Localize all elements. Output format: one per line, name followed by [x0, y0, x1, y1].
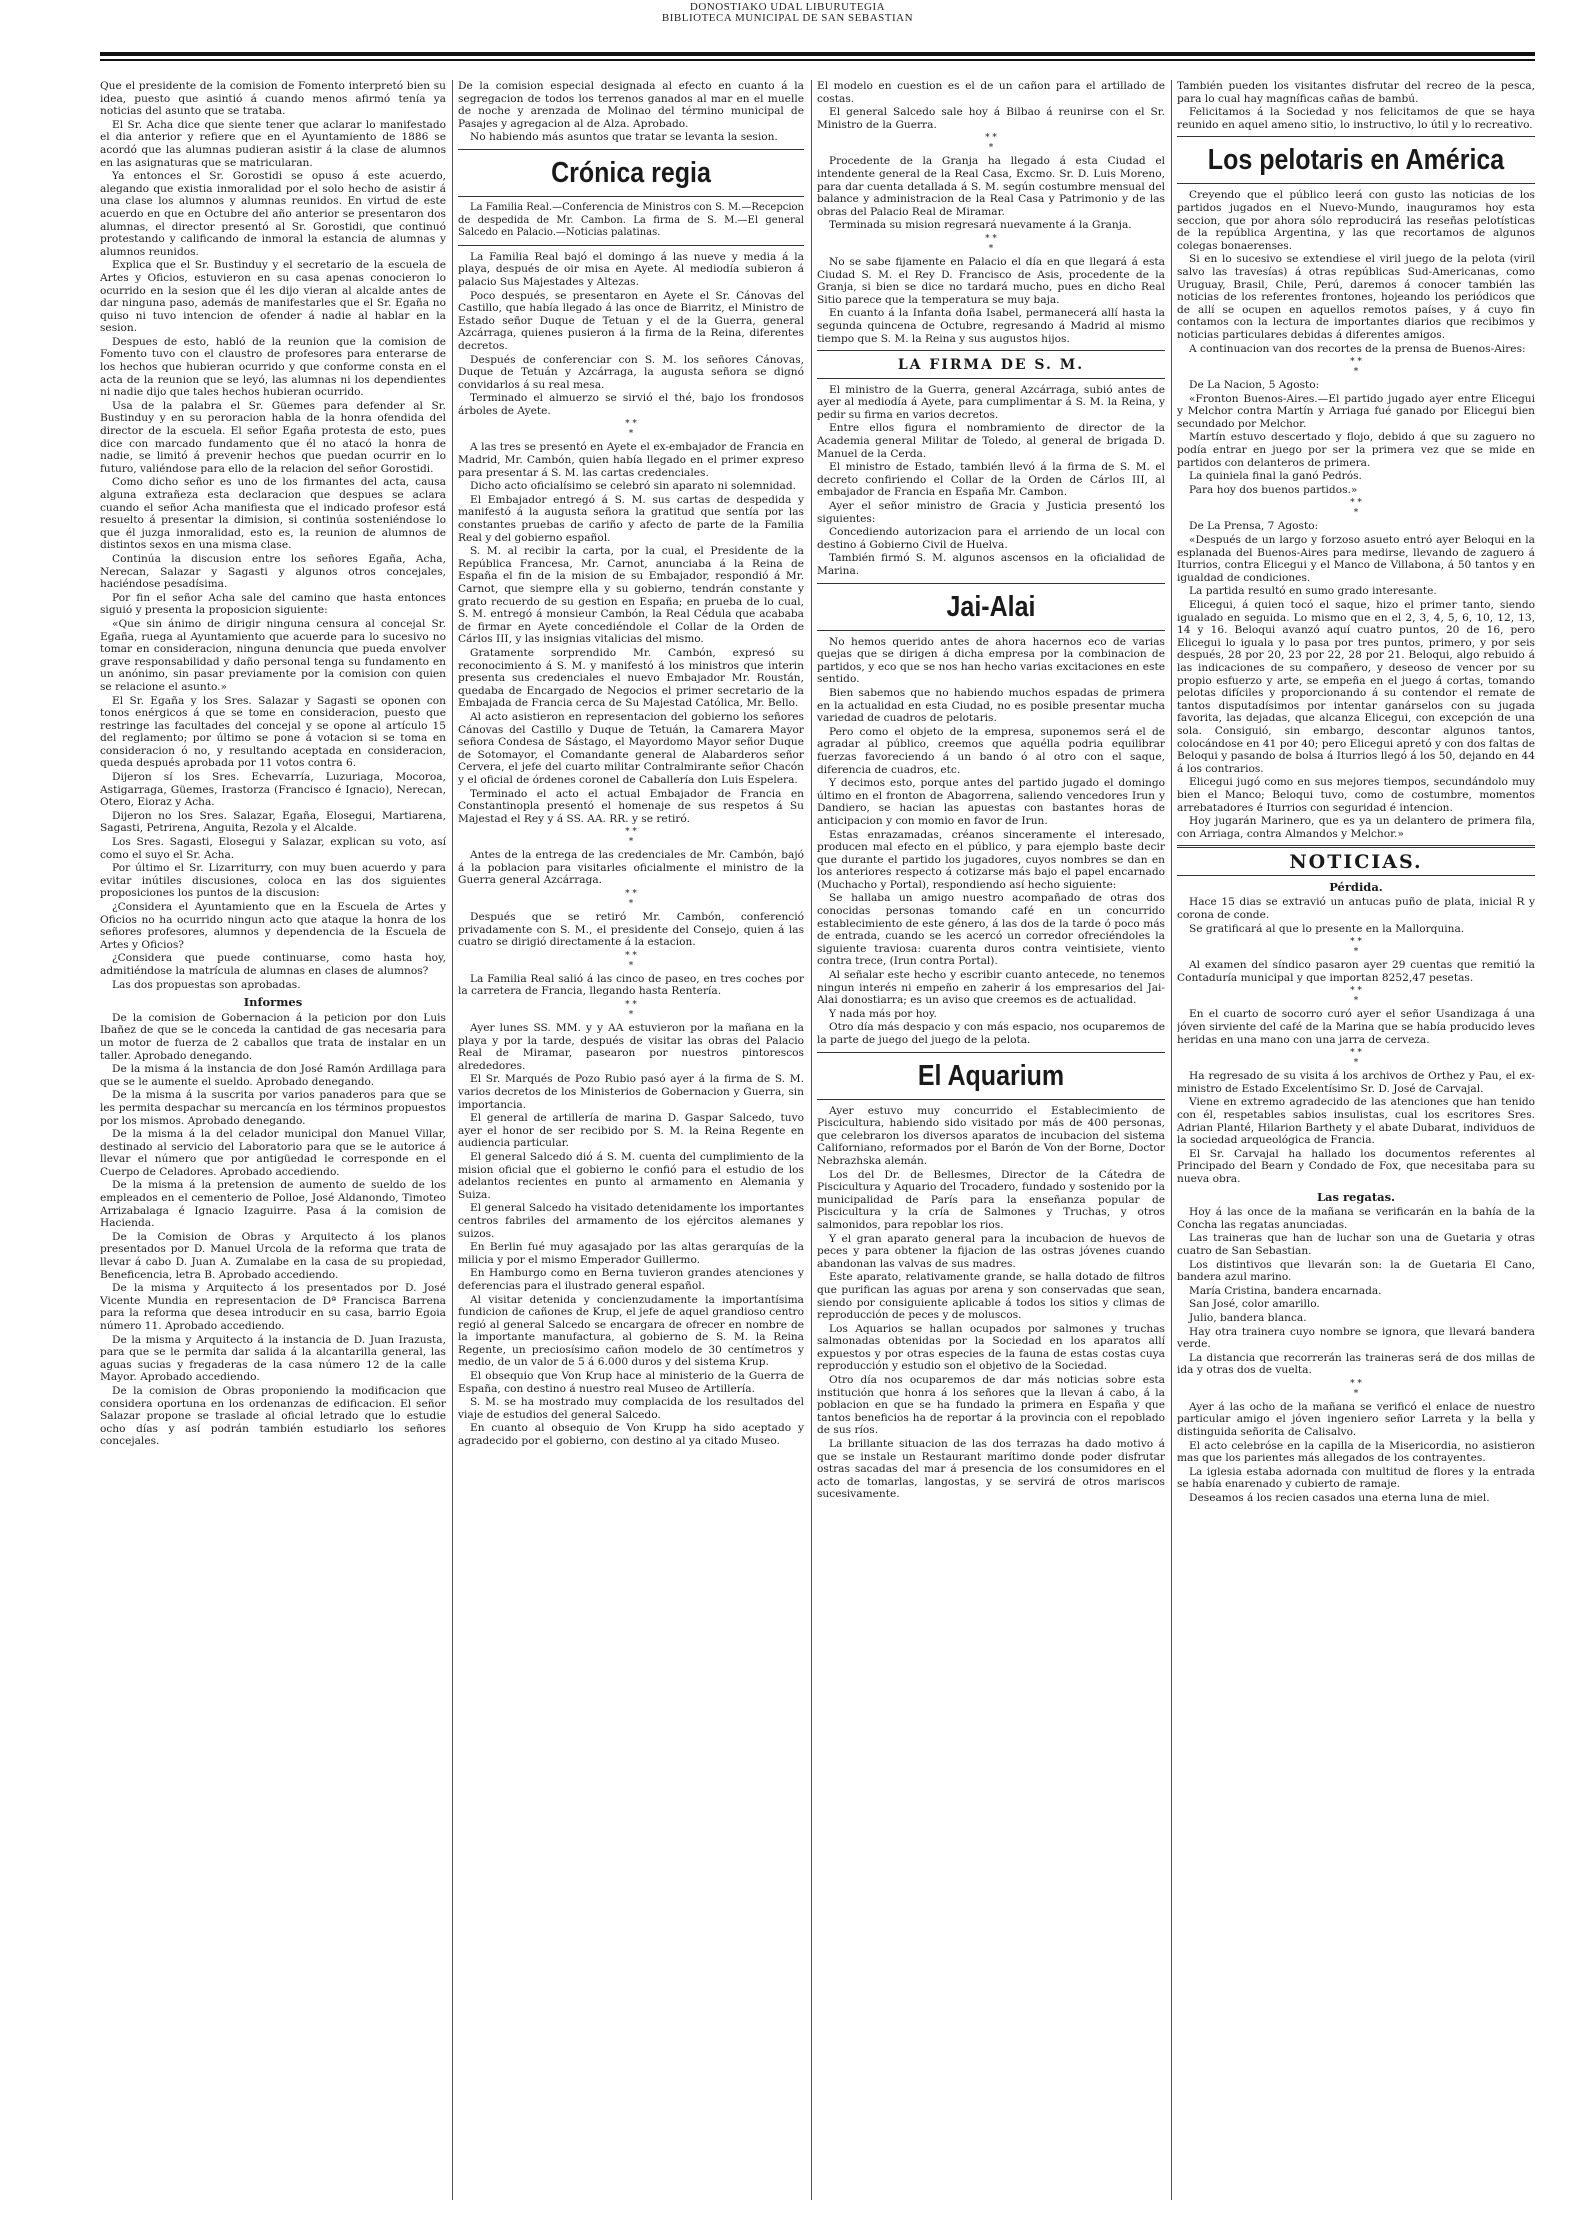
top-rule-thin — [100, 59, 1535, 61]
asterism: * * * — [1350, 1378, 1362, 1399]
subheading-perdida: Pérdida. — [1329, 879, 1383, 894]
divider — [458, 245, 804, 246]
divider — [817, 630, 1165, 631]
paragraph: El modelo en cuestion es el de un cañon para el artillado de costas. — [817, 80, 1165, 105]
paragraph: Viene en extremo agradecido de las atenciones que han tenido con él, respetables sabios insulistas, cual los escritores Sres. Adrian Planté, Hilarion Barthety y el abate Dubarat, individuos de la sociedad arqueológica de Francia. — [1177, 1096, 1535, 1147]
paragraph: Ayer á las ocho de la mañana se verificó el enlace de nuestro particular amigo el jóven ingeniero señor Larreta y la bella y distinguida señorita de Calisalvo. — [1177, 1400, 1535, 1439]
paragraph: La quiniela final la ganó Pedrós. — [1189, 470, 1362, 483]
headline-cronica-regia: Crónica regia — [551, 156, 711, 190]
asterism: * * * — [1350, 937, 1362, 958]
headline-noticias: NOTICIAS. — [1289, 851, 1423, 874]
paragraph: Por fin el señor Acha sale del camino que hasta entonces siguió y presenta la proposicion siguiente: — [100, 591, 446, 617]
asterism: * * * — [625, 950, 637, 971]
paragraph: «Que sin ánimo de dirigir ninguna censura al concejal Sr. Egaña, ruega al Ayuntamiento que acuerde para lo sucesivo no tomar en consideracion, ninguna denuncia que pueda envolver grave responsabilidad y daño personal tenga su fundamento en un anónimo, sin pasar previamente por la comision con quien se relacione el asunto.» — [100, 617, 446, 693]
paragraph: El Sr. Carvajal ha hallado los documentos referentes al Principado del Bearn y Condado de Fox, que necesitaba para su nueva obra. — [1177, 1147, 1535, 1185]
paragraph: Procedente de la Granja ha llegado á esta Ciudad el intendente general de la Real Casa, Excmo. Sr. D. Luis Moreno, para dar cuenta detallada á S. M. según costumbre mensual del balance y administracion de la Real Casa y Patrimonio y de las obras del Palacio Real de Miramar. — [817, 155, 1165, 218]
paragraph: Gratamente sorprendido Mr. Cambón, expresó su reconocimiento á S. M. y manifestó á los ministros que interin presenta sus credenciales el nuevo Embajador Mr. Roustán, quedaba de Encargado de Negocios el primer secretario de la Embajada de Francia cerca de Su Majestad Católica, Mr. Bello. — [458, 646, 804, 710]
paragraph: «Después de un largo y forzoso asueto entró ayer Beloqui en la esplanada del Buenos-Aires para medirse, llevando de zaguero á Iturrios, contra Elicegui y el Manco de Villabona, á 50 tantos y en igualdad de condiciones. — [1177, 534, 1535, 584]
paragraph: De la comision especial designada al efecto en cuanto á la segregacion de todos los terrenos ganados al mar en el muelle de noche y arenzada de Molinao del término municipal de Pasajes y agregacion al de Alza. Aprobado. — [458, 80, 804, 130]
headline-pelotaris-america: Los pelotaris en América — [1207, 144, 1505, 177]
paragraph: Explica que el Sr. Bustinduy y el secretario de la escuela de Artes y Oficios, estuvieron en su casa apenas conocieron lo ocurrido en la sesion que él les dijo vieran al alcalde antes de dar ninguna paso, además de manifestarles que el Sr. Egaña no quiso ni tuvo intencion de ofender á nadie al hablar en la sesion. — [100, 259, 446, 335]
column-1 — [100, 80, 446, 2200]
paragraph: Al señalar este hecho y escribir cuanto antecede, no tenemos ningun interés ni empeño en zaherir á los empresarios del Jai-Alai donostiarra; es un aviso que creemos es de actualidad. — [817, 969, 1165, 1007]
paragraph: Ayer estuvo muy concurrido el Establecimiento de Piscicultura, habiendo sido visitado por más de 400 personas, que celebraron los diversos aparatos de incubacion del sistema Californiano, reformados por el Barón de Von der Borne, Doctor Nebrazhska alemán. — [817, 1104, 1165, 1167]
paragraph: En cuanto á la Infanta doña Isabel, permanecerá allí hasta la segunda quincena de Octubre, regresando á Madrid al mismo tiempo que S. M. la Reina y sus augustos hijos. — [817, 307, 1165, 345]
paragraph: El general Salcedo sale hoy á Bilbao á reunirse con el Sr. Ministro de la Guerra. — [817, 106, 1165, 131]
paragraph: Los Aquarios se hallan ocupados por salmones y truchas salmonadas obtenidas por la Sociedad en los aparatos allí expuestos y por otras especies de la fauna de estas costas cuya reproducción y estudio son el objetivo de la Sociedad. — [817, 1322, 1165, 1373]
paragraph: De la comision de Gobernacion á la peticion por don Luis Ibañez de que se le conceda la cantidad de gas necesaria para un motor de fuerza de 2 caballos que trata de instalar en un taller. Aprobado denegando. — [100, 1011, 446, 1062]
paragraph: S. M. se ha mostrado muy complacida de los resultados del viaje de estudios del general Salcedo. — [458, 1396, 804, 1421]
headline-jai-alai: Jai-Alai — [946, 590, 1036, 623]
paragraph: Ayer el señor ministro de Gracia y Justicia presentó los siguientes: — [817, 500, 1165, 525]
divider — [1177, 845, 1535, 848]
paragraph: Bien sabemos que no habiendo muchos espadas de primera en la actualidad en esta Ciudad, no es posible presentar mucha variedad de cuadros de pelotaris. — [817, 686, 1165, 725]
paragraph: Hace 15 dias se extravió un antucas puño de plata, inicial R y corona de conde. — [1177, 896, 1535, 922]
asterism: * * * — [625, 827, 637, 848]
paragraph: La Familia Real bajó el domingo á las nueve y media á la playa, después de oir misa en Ayete. Al mediodía subieron á palacio Sus Majestades y Altezas. — [458, 250, 804, 288]
paragraph: Dijeron sí los Sres. Echevarría, Luzuriaga, Mocoroa, Astigarraga, Güemes, Irastorza (Francisco é Ignacio), Nerecan, Otero, Eioraz y Acha. — [100, 771, 446, 809]
paragraph: Se gratificará al que lo presente en la Mallorquina. — [1189, 922, 1465, 935]
paragraph: Los del Dr. de Bellesmes, Director de la Cátedra de Piscicultura y Aquario del Trocadero, fundado y sostenido por la municipalidad de París para la enseñanza popular de Piscicultura y la cría de Salmones y Truchas, y otros salmonidos, para repoblar los rios. — [817, 1168, 1165, 1231]
headline-el-aquarium: El Aquarium — [917, 1059, 1065, 1092]
paragraph: El ministro de Estado, también llevó á la firma de S. M. el decreto confiriendo el Collar de la Orden de Cárlos III, al embajador de Francia en España Mr. Cambon. — [817, 461, 1165, 499]
paragraph: Despues de esto, habló de la reunion que la comision de Fomento tuvo con el claustro de profesores para enterarse de los hechos que hubieran ocurrido y que conforme consta en el acta de la reunion que se leyó, las alumnas ni los dependientes ni nadie dijo que tales hechos hubieran ocurrido. — [100, 335, 446, 399]
asterism: * * * — [985, 233, 997, 254]
divider — [817, 378, 1165, 379]
paragraph: La distancia que recorrerán las traineras será de dos millas de ida y otras dos de vuelta. — [1177, 1351, 1535, 1377]
paragraph: Y el gran aparato general para la incubacion de huevos de peces y para obtener la fijacion de las ostras jóvenes cuando abandonan las valvas de sus madres. — [817, 1232, 1165, 1270]
paragraph: Terminada su mision regresará nuevamente á la Granja. — [829, 219, 1132, 232]
article-summary: La Familia Real.—Conferencia de Ministros con S. M.—Recepcion de despedida de Mr. Cambon. La firma de S. M.—El general Salcedo en Palacio.—Noticias palatinas. — [458, 201, 804, 239]
asterism: * * * — [985, 133, 997, 154]
asterism: * * * — [1350, 498, 1362, 519]
paragraph: Terminado el almuerzo se sirvió el thé, bajo los frondosos árboles de Ayete. — [458, 392, 804, 417]
divider — [458, 149, 804, 150]
paragraph: Que el presidente de la comision de Fomento interpretó bien su idea, puesto que asintió á cuando menos afirmó tenía ya noticias del asunto que se trataba. — [100, 80, 446, 118]
paragraph: El general Salcedo dió á S. M. cuenta del cumplimiento de la mision oficial que el gobierno le confió para el estudio de los adelantos recientes en punto al armamento en Alemania y Suiza. — [458, 1150, 804, 1201]
paragraph: Estas enrazamadas, créanos sinceramente el interesado, producen mal efecto en el público, y para ejemplo baste decir que durante el partido los jugadores, cuyos nombres se dan en los anteriores respecto á cotizarse más bajo el papel encarnado (Muchacho y Portal), respondiendo así hecho siguiente: — [817, 828, 1165, 891]
paragraph: Hoy á las once de la mañana se verificarán en la bahía de la Concha las regatas anunciadas. — [1177, 1206, 1535, 1231]
paragraph: Hoy jugarán Marinero, que es ya un delantero de primera fila, con Arriaga, contra Almandos y Melchor.» — [1177, 815, 1535, 840]
paragraph: El general de artillería de marina D. Gaspar Salcedo, tuvo ayer el honor de ser recibido por S. M. la Reina Regente en audiencia particular. — [458, 1112, 804, 1150]
paragraph: De la misma á la del celador municipal don Manuel Villar, destinado al servicio del Laboratorio para que se le autorice á llevar el número que por antigüedad le corresponde en el Cuerpo de Celadores. Aprobado accediendo. — [100, 1128, 446, 1178]
paragraph: También firmó S. M. algunos ascensos en la oficialidad de Marina. — [817, 552, 1165, 577]
paragraph: Las traineras que han de luchar son una de Guetaria y otras cuatro de San Sebastian. — [1177, 1232, 1535, 1257]
paragraph: De la misma y Arquitecto á los presentados por D. José Vicente Mundia en representacion de Dª Francisca Barrena para la reforma que desea introducir en su casa, barrio Egoia número 11. Aprobado accediendo. — [100, 1282, 446, 1332]
stamp-line-2: BIBLIOTECA MUNICIPAL DE SAN SEBASTIAN — [661, 12, 914, 24]
paragraph: Después de conferenciar con S. M. los señores Cánovas, Duque de Tetuán y Azcárraga, la augusta señora se dignó convidarlos á su real mesa. — [458, 353, 804, 391]
column-divider — [811, 80, 812, 2200]
paragraph: Ya entonces el Sr. Gorostidi se opuso á este acuerdo, alegando que existia inmoralidad por el solo hecho de asistir á una clase los alumnos y alumnas reunidos. En virtud de este acuerdo en que en Octubre del año anterior se presentaron dos alumnas, el director presentó al Sr. Gorostidi, que continuó protestando y calificando de inmoral la estancia de alumnas y alumnos reunidos. — [100, 170, 446, 258]
paragraph: ¿Considera que puede continuarse, como hasta hoy, admitiéndose la matrícula de alumnas en clases de alumnos? — [100, 952, 446, 977]
headline-la-firma: LA FIRMA DE S. M. — [897, 357, 1085, 374]
column-4 — [1177, 80, 1535, 2200]
paragraph: Al examen del síndico pasaron ayer 29 cuentas que remitió la Contaduría municipal y que importan 8252,47 pesetas. — [1177, 959, 1535, 984]
paragraph: Otro día nos ocuparemos de dar más noticias sobre esta institución que honra á los señores que la llevan á cabo, á la poblacion en que se ha fundado la primera en España y que tantos beneficios ha de reportar á la provincia con el repoblado de sus ríos. — [817, 1374, 1165, 1437]
paragraph: Se hallaba un amigo nuestro acompañado de otras dos conocidas personas tomando café en un concurrido establecimiento de este género, á las dos de la tarde ó poco más de entrada, cuando se les acercó un corredor ofreciéndoles la siguiente traviosa: cuarenta duros contra veintisiete, viento contra trece, (Irun contra Portal). — [817, 892, 1165, 968]
divider — [1177, 183, 1535, 184]
paragraph: Elicegui jugó como en sus mejores tiempos, secundándolo muy bien el Manco; Beloqui tuvo, como de costumbre, momentos arrebatadores é Iturrios con seguridad é intencion. — [1177, 776, 1535, 814]
paragraph: La brillante situacion de las dos terrazas ha dado motivo á que se instale un Restaurant marítimo donde poder disfrutar ostras sacadas del mar á presencia de los consumidores en el acto de tomarlas, langostas, y se servirá de otros mariscos sucesivamente. — [817, 1438, 1165, 1501]
paragraph: Poco después, se presentaron en Ayete el Sr. Cánovas del Castillo, que había llegado á las once de Biarritz, el Ministro de Estado señor Duque de Tetuan y el de la Guerra, general Azcárraga, quienes pusieron á la firma de la Reina, diferentes decretos. — [458, 289, 804, 352]
paragraph: Ayer lunes SS. MM. y y AA estuvieron por la mañana en la playa y por la tarde, después de visitar las obras del Palacio Real de Miramar, pasearon por nuestros pintorescos alrededores. — [458, 1022, 804, 1072]
paragraph: De la misma á la suscrita por varios panaderos para que se les permita despachar su mercancía en los términos propuestos por los mismos. Aprobado denegando. — [100, 1089, 446, 1127]
paragraph: Elicegui, á quien tocó el saque, hizo el primer tanto, siendo igualado en seguida. Lo mismo que en el 2, 3, 4, 5, 6, 10, 12, 13, 14 y 16. Beloqui avanzó aquí cuatro puntos, 20 de 16, pero Elicegui lo iguala y lo pasa por tres puntos, primero, y por seis después, 28 por 20, 23 por 22, 28 por 21. Beloqui, algo rebuido á las indicaciones de su compañero, y deseoso de vencer por su propio esfuerzo y arte, se empeña en el juego á cortas, tomando pelotas difíciles y proporcionando á su contendor el remate de tantos disputadísimos por intentar ganárselos con su jugada favorita, las dejadas, que alcanza Elicegui, con excepción de una sola. Consiguió, sin embargo, descontar algunos tantos, colocándose en 41 por 40; pero Elicegui apretó y con dos faltas de Beloqui y pasando de bolsa á Iturrios llegó á los 50, dejando en 44 á los contrarios. — [1177, 599, 1535, 775]
paragraph: Como dicho señor es uno de los firmantes del acta, causa alguna extrañeza esta declaracion que despues se aclara cuando el señor Acha manifiesta que el indicado profesor está resuelto á presentar la dimision, si continúa sosteniéndose lo que él juzga inmoralidad, esto es, la reunion de alumnos de distintos sexos en una misma clase. — [100, 476, 446, 552]
paragraph: También pueden los visitantes disfrutar del recreo de la pesca, para lo cual hay magníficas cañas de bambú. — [1177, 80, 1535, 105]
divider — [817, 1052, 1165, 1053]
paragraph: La iglesia estaba adornada con multitud de flores y la entrada se había enarenado y cubierto de ramaje. — [1177, 1465, 1535, 1491]
paragraph: No hemos querido antes de ahora hacernos eco de varias quejas que se dirigen á dicha empresa por la combinacion de partidos, y eco que se nos han hecho varias excitaciones en este sentido. — [817, 635, 1165, 686]
paragraph: Pero como el objeto de la empresa, suponemos será el de agradar al público, creemos que aquélla podria equilibrar fuerzas favoreciendo á un bando ó al otro con el saque, diferencia de cuadros, etc. — [817, 725, 1165, 776]
source-line: De La Prensa, 7 Agosto: — [1189, 520, 1319, 533]
paragraph: El Sr. Egaña y los Sres. Salazar y Sagasti se oponen con tonos enérgicos á que se tome en consideracion, puesto que restringe las facultades del concejal y se opone al artículo 15 del reglamento; por último se pone á votacion si se toma en consideracion ó no, y resultando aceptada en consideracion, queda después aprobada por 11 votos contra 6. — [100, 694, 446, 770]
divider — [817, 583, 1165, 584]
paragraph: En el cuarto de socorro curó ayer el señor Usandizaga á una jóven sirviente del café de la Marina que se había producido leves heridas en una mano con una jarra de cerveza. — [1177, 1008, 1535, 1046]
paragraph: No se sabe fijamente en Palacio el día en que llegará á esta Ciudad S. M. el Rey D. Francisco de Asis, procedente de la Granja, si bien se dice no tardará mucho, pues en dicho Real Sitio parece que la temperatura se muy baja. — [817, 255, 1165, 306]
paragraph: Hay otra trainera cuyo nombre se ignora, que llevará bandera verde. — [1177, 1325, 1535, 1351]
paragraph: Creyendo que el público leerá con gusto las noticias de los partidos jugados en el Nuevo-Mundo, inauguramos hoy esta seccion, que por ahora sólo reproducirá las reseñas pelotísticas de la república Argentina, y las que recortamos de algunos colegas bonaerenses. — [1177, 189, 1535, 252]
paragraph: El Sr. Acha dice que siente tener que aclarar lo manifestado el dia anterior y refiere que en el Ayuntamiento de 1886 se acordó que las alumnas pudieran asistir á la clase de alumnos en las asignaturas que se matricularan. — [100, 118, 446, 169]
paragraph: De la misma y Arquitecto á la instancia de D. Juan Irazusta, para que se le permita dar salida á la alcantarilla general, las aguas sucias y fregaderas de la casa número 12 de la calle Mayor. Aprobado accediendo. — [100, 1333, 446, 1384]
subheading-regatas: Las regatas. — [1316, 1189, 1396, 1204]
paragraph: El general Salcedo ha visitado detenidamente los importantes centros fabriles del armamento de los ejércitos alemanes y suizos. — [458, 1202, 804, 1240]
source-line: De La Nacion, 5 Agosto: — [1189, 379, 1320, 392]
column-3 — [817, 80, 1165, 2200]
paragraph: San José, color amarillo. — [1189, 1298, 1320, 1311]
paragraph: S. M. al recibir la carta, por la cual, el Presidente de la República Francesa, Mr. Carnot, anunciaba á la Reina de España el fin de la mision de su Embajador, respondió á Mr. Carnot, que siempre ella y su gobierno, tendrán constante y grato recuerdo de su gestion en España; en prueba de lo cual, S. M. entregó á monsieur Cambón, la Real Cédula que acababa de firmar en Ayete concediéndole el Collar de la Orden de Cárlos III, y las insignias vitalicias del mismo. — [458, 545, 804, 646]
paragraph: Para hoy dos buenos partidos.» — [1189, 483, 1358, 496]
paragraph: El acto celebróse en la capilla de la Misericordia, no asistieron mas que los parientes más allegados de los contrayentes. — [1177, 1439, 1535, 1465]
paragraph: En Berlin fué muy agasajado por las altas gerarquías de la milicia y por el mismo Emperador Guillermo. — [458, 1241, 804, 1266]
paragraph: Deseamos á los recien casados una eterna luna de miel. — [1189, 1492, 1490, 1505]
asterism: * * * — [625, 419, 637, 440]
paragraph: Por último el Sr. Lizarriturry, con muy buen acuerdo y para evitar inútiles discusiones, coloca en las dos siguientes proposiciones los puntos de la discusion: — [100, 862, 446, 900]
paragraph: Martín estuvo descertado y flojo, debido á que su zaguero no podía entrar en juego por ser la primera vez que se mide en partidos con delanteros de primera. — [1177, 431, 1535, 469]
divider — [458, 196, 804, 197]
library-stamp — [0, 2, 1575, 24]
paragraph: María Cristina, bandera encarnada. — [1189, 1284, 1382, 1297]
paragraph: De la misma á la instancia de don José Ramón Ardillaga para que se le aumente el sueldo. Aprobado denegando. — [100, 1063, 446, 1088]
divider — [817, 1099, 1165, 1100]
paragraph: El Sr. Marqués de Pozo Rubio pasó ayer á la firma de S. M. varios decretos de los Ministerios de Gobernacion y Guerra, sin importancia. — [458, 1073, 804, 1111]
paragraph: Otro día más despacio y con más espacio, nos ocuparemos de la parte de juego del juego de la pelota. — [817, 1021, 1165, 1046]
divider — [817, 350, 1165, 351]
paragraph: De la Comision de Obras y Arquitecto á los planos presentados por D. Manuel Urcola de la reforma que trata de llevar á cabo D. Juan A. Zumalabe en la casa de su propiedad, Beneficencia, letra B. Aprobado accediendo. — [100, 1230, 446, 1281]
paragraph: En cuanto al obsequio de Von Krupp ha sido aceptado y agradecido por el gobierno, con destino al ya citado Museo. — [458, 1422, 804, 1448]
column-divider — [452, 80, 453, 2200]
paragraph: Y nada más por hoy. — [829, 1007, 937, 1020]
paragraph: De la comision de Obras proponiendo la modificacion que considera oportuna en los ordenanzas de edificacion. El señor Salazar propone se traslade al oficial letrado que lo estudie ocho días y así podrán también estudiarlo los señores concejales. — [100, 1384, 446, 1448]
paragraph: La partida resultó en sumo grado interesante. — [1189, 585, 1437, 598]
column-divider — [1171, 80, 1172, 2200]
paragraph: El Embajador entregó á S. M. sus cartas de despedida y manifestó á la augusta señora la gratitud que sentía por las constantes pruebas de cariño y afecto de parte de la Familia Real y del gobierno español. — [458, 493, 804, 544]
paragraph: Dicho acto oficialísimo se celebró sin aparato ni solemnidad. — [470, 480, 796, 493]
paragraph: Si en lo sucesivo se extendiese el viril juego de la pelota (viril salvo las travesías) á otras repúblicas Sud-Americanas, como Uruguay, Brasil, Chile, Perú, daremos á conocer también las noticias de los referentes frontones, hojeando los periódicos que de allí se ocupen en aquellos remotos países, y á cuyo fin contamos con la lectura de importantes diarios que recibimos y noticias particulares debidas á diferentes amigos. — [1177, 253, 1535, 341]
paragraph: El ministro de la Guerra, general Azcárraga, subió antes de ayer al mediodía á Ayete, para cumplimentar á S. M. la Reina, y pedir su firma en varios decretos. — [817, 383, 1165, 421]
paragraph: Al acto asistieron en representacion del gobierno los señores Cánovas del Castillo y Duque de Tetuán, la Camarera Mayor señora Condesa de Sástago, el Mayordomo Mayor señor Duque de Sotomayor, el Comandante general de Alabarderos señor Cervera, el jefe del cuarto militar Contralmirante señor Chacón y el oficial de órdenes coronel de Caballería don Luis Espelera. — [458, 710, 804, 786]
paragraph: Usa de la palabra el Sr. Güemes para defender al Sr. Bustinduy y en su peroracion habla de la honra ofendida del director de la escuela. El señor Egaña protesta de esto, pues dice con marcado fundamento que él no atacó la honra de nadie, se limitó á prevenir hechos que puedan ocurrir en lo futuro, valiéndose para ello de la relacion del señor Gorostidi. — [100, 399, 446, 475]
paragraph: Este aparato, relativamente grande, se halla dotado de filtros que purifican las aguas por arena y son conservadas que sean, siendo por consiguiente aplicable á todos los sitios y climas de reproducción de peces y de moluscos. — [817, 1271, 1165, 1322]
paragraph: A las tres se presentó en Ayete el ex-embajador de Francia en Madrid, Mr. Cambón, quien había llegado en el primer expreso para presentar á S. M. las cartas credenciales. — [458, 441, 804, 479]
paragraph: Ha regresado de su visita á los archivos de Orthez y Pau, el ex-ministro de Estado Excelentísimo Sr. D. José de Carvajal. — [1177, 1070, 1535, 1095]
asterism: * * * — [625, 1000, 637, 1021]
paragraph: De la misma á la pretension de aumento de sueldo de los empleados en el cementerio de Polloe, José Aldanondo, Timoteo Arrizabalaga é Ignacio Izaguirre. Pasa á la comision de Hacienda. — [100, 1179, 446, 1230]
paragraph: Terminado el acto el actual Embajador de Francia en Constantinopla presentó el homenaje de sus respetos á Su Majestad el Rey y á SS. AA. RR. y se retiró. — [458, 787, 804, 825]
paragraph: Dijeron no los Sres. Salazar, Egaña, Elosegui, Martiarena, Sagasti, Petrirena, Anguita, Rezola y el Alcalde. — [100, 809, 446, 835]
paragraph: Julio, bandera blanca. — [1189, 1311, 1307, 1324]
paragraph: ¿Considera el Ayuntamiento que en la Escuela de Artes y Oficios no ha ocurrido ningun acto que ataque la honra de los señores profesores, alumnos y dependencia de la Escuela de Artes y Oficios? — [100, 901, 446, 951]
column-2 — [458, 80, 804, 2200]
paragraph: Después que se retiró Mr. Cambón, conferenció privadamente con S. M., el presidente del Consejo, quien á las cuatro se dirigió directamente á la estacion. — [458, 911, 804, 949]
top-rule — [100, 52, 1535, 56]
paragraph: Y decimos esto, porque antes del partido jugado el domingo último en el fronton de Abagorrena, saliendo vencedores Irun y Dandiero, se hacian las apuestas con bastantes horas de anticipacion y con momio en favor de Irun. — [817, 777, 1165, 827]
paragraph: El obsequio que Von Krup hace al ministerio de la Guerra de España, con destino á nuestro real Museo de Artillería. — [458, 1370, 804, 1395]
paragraph: Las dos propuestas son aprobadas. — [112, 978, 301, 991]
asterism: * * * — [1350, 1048, 1362, 1069]
paragraph: A continuacion van dos recortes de la prensa de Buenos-Aires: — [1189, 342, 1526, 355]
asterism: * * * — [1350, 986, 1362, 1007]
section-heading-informes: Informes — [243, 995, 303, 1010]
paragraph: Los distintivos que llevarán son: la de Guetaria El Cano, bandera azul marino. — [1177, 1258, 1535, 1284]
paragraph: Entre ellos figura el nombramiento de director de la Academia general Militar de Toledo, al general de brigada D. Manuel de la Cerda. — [817, 422, 1165, 460]
paragraph: La Familia Real salió á las cinco de paseo, en tres coches por la carretera de Francia, llegando hasta Rentería. — [458, 972, 804, 998]
paragraph: «Fronton Buenos-Aires.—El partido jugado ayer entre Elicegui y Melchor contra Martín y Arriaga fué ganado por Elicegui bien secundado por Melchor. — [1177, 392, 1535, 430]
paragraph: Felicitamos á la Sociedad y nos felicitamos de que se haya reunido en aquel ameno sitio, lo instructivo, lo útil y lo recreativo. — [1177, 106, 1535, 131]
asterism: * * * — [1350, 357, 1362, 378]
paragraph: En Hamburgo como en Berna tuvieron grandes atenciones y deferencias para el ilustrado general español. — [458, 1267, 804, 1292]
paragraph: Continúa la discusion entre los señores Egaña, Acha, Nerecan, Salazar y Sagasti y algunos otros concejales, haciéndose pesadísima. — [100, 552, 446, 591]
paragraph: Al visitar detenida y concienzudamente la importantísima fundicion de cañones de Krup, el jefe de aquel grandioso centro regió al general Salcedo se encargara de ofrecer en nombre de la importante manufactura, al gobierno de S. M. la Reina Regente, un preciosísimo cañon modelo de 30 centímetros y medio, de un valor de 5 á 6.000 duros y del sistema Krup. — [458, 1293, 804, 1369]
paragraph: Antes de la entrega de las credenciales de Mr. Cambón, bajó á la poblacion para visitarles oficialmente el ministro de la Guerra general Azcárraga. — [458, 849, 804, 887]
divider — [1177, 136, 1535, 137]
paragraph: Concediendo autorizacion para el arriendo de un local con destino á Gobierno Civil de Huelva. — [817, 526, 1165, 551]
asterism: * * * — [625, 889, 637, 910]
divider — [1177, 875, 1535, 876]
paragraph: Los Sres. Sagasti, Elosegui y Salazar, explican su voto, así como el suyo el Sr. Acha. — [100, 836, 446, 861]
stamp-line-1: DONOSTIAKO UDAL LIBURUTEGIA — [689, 1, 886, 13]
paragraph: No habiendo más asuntos que tratar se levanta la sesion. — [470, 131, 778, 144]
